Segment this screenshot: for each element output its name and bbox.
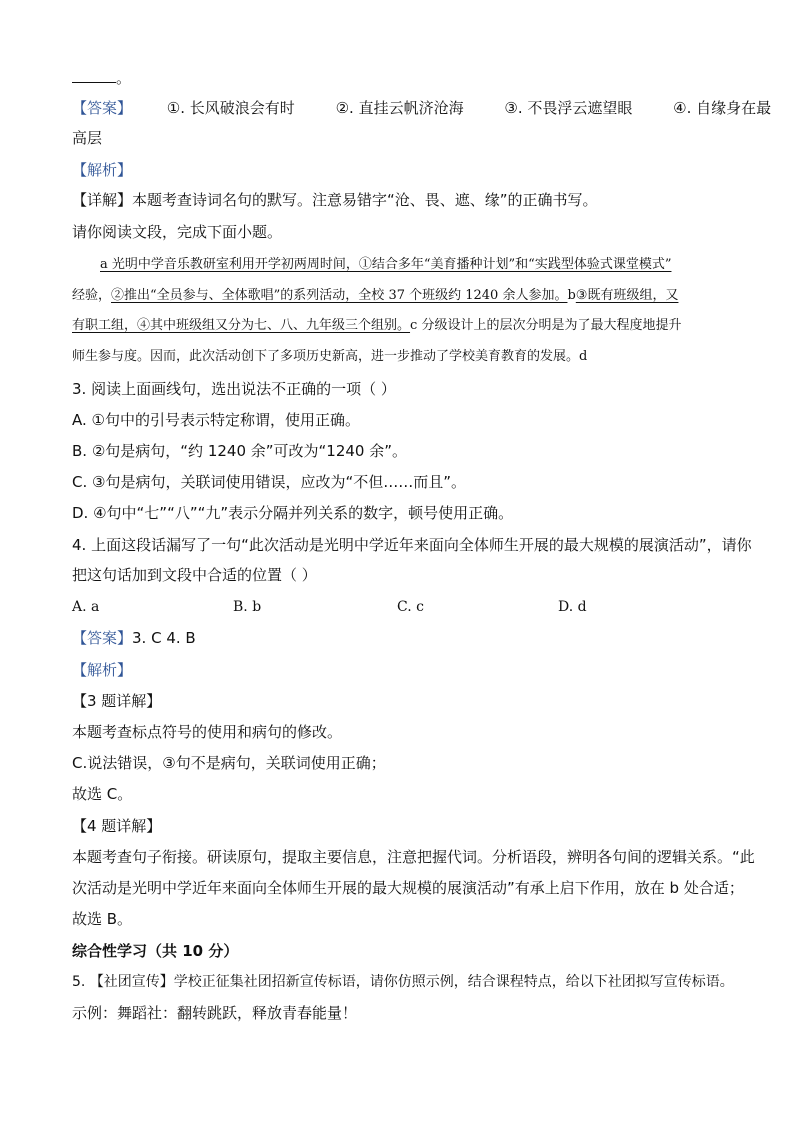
q3-option-c: C. ③句是病句，关联词使用错误，应改为“不但……而且”。	[72, 473, 467, 491]
q4-detail-text-3: 故选 B。	[72, 910, 133, 928]
answer-item-4: ④. 自缘身在最	[673, 99, 772, 117]
question-5-stem: 5. 【社团宣传】学校正征集社团招新宣传标语，请你仿照示例，结合课程特点，给以下社团拟写宣传标语。	[72, 974, 734, 990]
passage-line-4: 师生参与度。因而，此次活动创下了多项历史新高，进一步推动了学校美育教育的发展。d	[72, 349, 588, 364]
answer-1	[72, 98, 777, 118]
analysis-tag-2: 【解析】	[72, 661, 133, 679]
q3-detail-text-2: C.说法错误，③句不是病句，关联词使用正确；	[72, 754, 386, 772]
answer-blank-line: 。	[72, 68, 131, 88]
q3-detail-heading: 【3 题详解】	[72, 692, 162, 710]
q4-detail-text-2: 次活动是光明中学近年来面向全体师生开展的最大规模的展演活动”有承上启下作用，放在 b 处合适；	[72, 879, 744, 897]
question-4-stem-2: 把这句话加到文段中合适的位置（ ）	[72, 566, 317, 584]
q4-option-c: C. c	[397, 599, 424, 615]
passage-line-2: 经验，②推出“全员参与、全体歌唱”的系列活动，全校 37 个班级约 1240 余人参加。b③既有班级组，又	[72, 288, 679, 303]
answer-tag: 【答案】	[72, 629, 133, 647]
fill-blank	[72, 68, 116, 83]
question-3-stem: 3. 阅读上面画线句，选出说法不正确的一项（ ）	[72, 380, 396, 398]
reading-intro: 请你阅读文段，完成下面小题。	[72, 223, 283, 241]
q4-option-a: A. a	[72, 599, 100, 615]
answer-2: 【答案】3. C 4. B	[72, 629, 196, 647]
q4-detail-heading: 【4 题详解】	[72, 817, 162, 835]
question-5-example: 示例：舞蹈社：翻转跳跃，释放青春能量！	[72, 1004, 358, 1022]
answer-item-1: ①. 长风破浪会有时	[166, 99, 295, 117]
question-4-stem-1: 4. 上面这段话漏写了一句“此次活动是光明中学近年来面向全体师生开展的最大规模的展演活动”，请你	[72, 536, 752, 554]
q4-option-b: B. b	[233, 599, 262, 615]
q3-detail-text-1: 本题考查标点符号的使用和病句的修改。	[72, 723, 343, 741]
q3-option-a: A. ①句中的引号表示特定称谓，使用正确。	[72, 411, 360, 429]
answer-item-2: ②. 直挂云帆济沧海	[335, 99, 464, 117]
answer-tag: 【答案】	[72, 99, 133, 117]
analysis-tag: 【解析】	[72, 161, 133, 179]
q3-option-b: B. ②句是病句，“约 1240 余”可改为“1240 余”。	[72, 442, 408, 460]
q3-option-d: D. ④句中“七”“八”“九”表示分隔并列关系的数字，顿号使用正确。	[72, 504, 514, 522]
analysis-detail: 【详解】本题考查诗词名句的默写。注意易错字“沧、畏、遮、缘”的正确书写。	[72, 191, 598, 209]
section-title: 综合性学习（共 10 分）	[72, 942, 239, 960]
q3-detail-text-3: 故选 C。	[72, 785, 133, 803]
answer-item-3: ③. 不畏浮云遮望眼	[504, 99, 633, 117]
passage-line-3: 有职工组，④其中班级组又分为七、八、九年级三个组别。c 分级设计上的层次分明是为了最大程度地提升	[72, 318, 682, 333]
q4-detail-text-1: 本题考查句子衔接。研读原句，提取主要信息，注意把握代词。分析语段，辨明各句间的逻辑关系。“此	[72, 848, 755, 866]
passage-line-1: a 光明中学音乐教研室利用开学初两周时间，①结合多年“美育播种计划”和“实践型体验式课堂模式”	[100, 257, 672, 272]
answer-1-continuation: 高层	[72, 129, 103, 147]
q4-option-d: D. d	[558, 599, 587, 615]
